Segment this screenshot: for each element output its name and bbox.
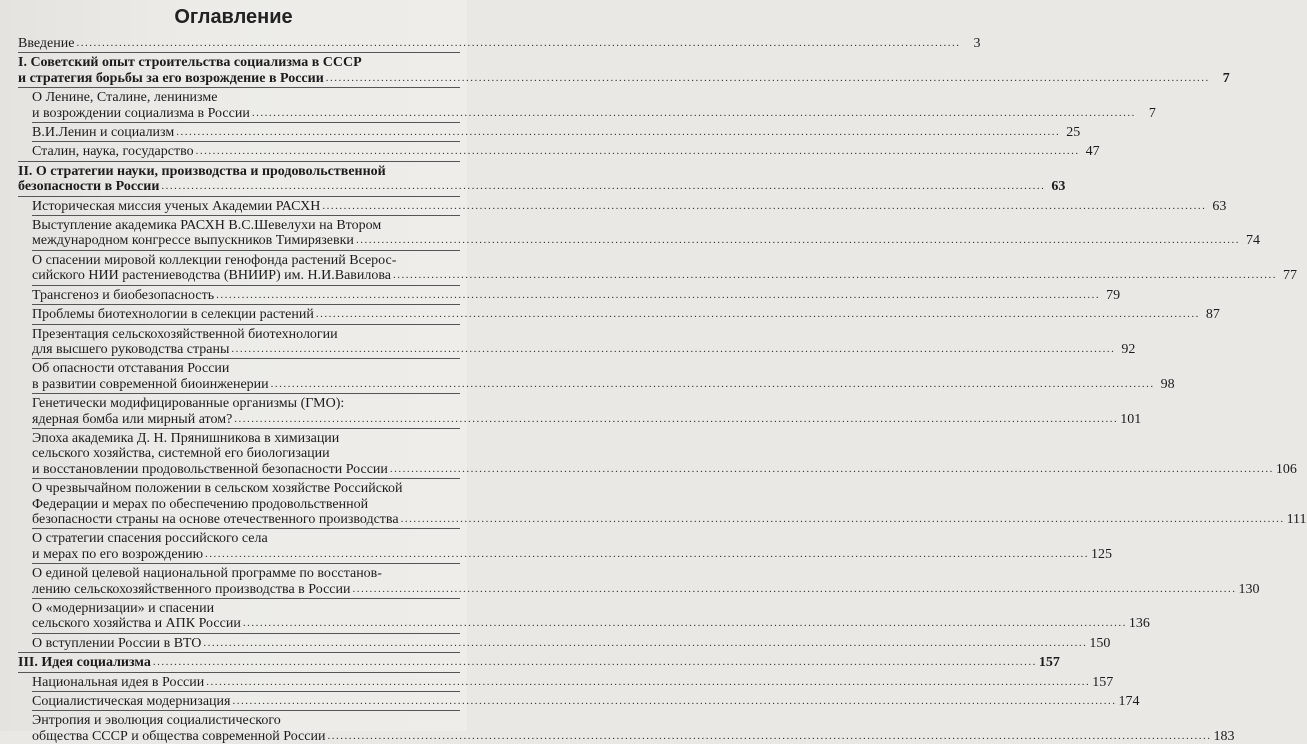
entry-divider <box>32 393 460 394</box>
toc-entry[interactable] <box>32 566 1260 597</box>
toc-entry-line <box>32 125 1081 141</box>
toc-entry[interactable] <box>32 326 1136 358</box>
toc-entry-title: Трансгеноз и биобезопасность <box>32 287 215 303</box>
toc-entry-title: Проблемы биотехнологии в селекции растений <box>32 307 314 323</box>
toc-entry-line <box>18 179 1066 195</box>
toc-entry-line <box>32 546 1113 562</box>
toc-entry[interactable] <box>32 481 1307 527</box>
toc-page-number: 174 <box>1118 694 1140 710</box>
toc-entry-title: безопасности страны на основе отечественного производства <box>32 511 399 527</box>
toc-page-number: 183 <box>1213 728 1235 744</box>
toc-entry-line <box>32 461 1297 477</box>
toc-entry-title: О спасении мировой коллекции генофонда растений Всерос- <box>32 252 397 268</box>
dot-leader <box>153 655 1037 670</box>
toc-entry-line <box>18 164 460 179</box>
toc-entry-title: II. О стратегии науки, производства и продовольственной <box>18 163 386 179</box>
toc-entry-title: Выступление академика РАСХН В.С.Шевелухи на Втором <box>32 218 382 234</box>
dot-leader <box>231 342 1115 357</box>
entry-divider <box>32 215 460 216</box>
toc-entry-line <box>32 268 1298 284</box>
toc-entry-title: сельского хозяйства, системной его биологизации <box>32 446 330 462</box>
entry-divider <box>32 304 460 305</box>
toc-entry-title: ядерная бомба или мирный атом? <box>32 411 233 427</box>
dot-leader <box>196 144 1080 159</box>
toc-page-number: 101 <box>1120 411 1142 427</box>
toc-entry-title: международном конгрессе выпускников Тимирязевки <box>32 233 354 249</box>
entry-divider <box>18 87 460 88</box>
dot-leader <box>232 694 1116 709</box>
entry-divider <box>32 428 460 429</box>
toc-entry-line <box>32 635 1111 651</box>
toc-entry-line <box>32 566 460 581</box>
toc-entry-title: и возрождении социализма в России <box>32 105 250 121</box>
dot-leader <box>205 547 1089 562</box>
toc-entry-line <box>32 497 460 512</box>
toc-entry-line <box>32 713 460 728</box>
toc-page-number: 150 <box>1089 635 1111 651</box>
toc-entry[interactable] <box>32 90 1156 121</box>
toc-page-number: 63 <box>1212 198 1227 214</box>
dot-leader <box>316 307 1200 322</box>
toc-entry-title: сельского хозяйства и АПК России <box>32 616 241 632</box>
toc-page-number: 7 <box>1222 70 1230 86</box>
toc-entry-title: В.И.Ленин и социализм <box>32 125 175 141</box>
toc-entry-title: О «модернизации» и спасении <box>32 601 215 616</box>
entry-divider <box>32 563 460 564</box>
dot-leader <box>356 233 1240 248</box>
toc-entry-title: Историческая миссия ученых Академии РАСХН <box>32 198 321 214</box>
toc-page-number: 79 <box>1106 287 1121 303</box>
toc-entry-title: III. Идея социализма <box>18 655 151 671</box>
toc-entry[interactable] <box>32 144 1100 160</box>
dot-leader <box>401 512 1285 527</box>
entry-divider <box>32 633 460 634</box>
toc-entry[interactable] <box>32 430 1297 477</box>
entry-divider <box>18 196 460 197</box>
entry-divider <box>18 52 460 53</box>
toc-entry-line <box>18 70 1230 86</box>
dot-leader <box>76 36 960 51</box>
toc-section-entry[interactable] <box>18 655 1060 671</box>
toc-entry-title: и мерах по его возрождению <box>32 546 204 562</box>
entry-divider <box>32 598 460 599</box>
toc-entry-line <box>32 531 460 546</box>
entry-divider <box>32 122 460 123</box>
entry-divider <box>32 285 460 286</box>
toc-entry-line <box>32 90 460 105</box>
toc-entry[interactable] <box>32 694 1140 710</box>
entry-divider <box>32 478 460 479</box>
toc-entry[interactable] <box>32 713 1235 744</box>
toc-entry[interactable] <box>18 36 981 51</box>
toc-page-number: 92 <box>1121 341 1136 357</box>
toc-entry-line <box>32 674 1114 690</box>
toc-page-number: 98 <box>1160 376 1175 392</box>
toc-page-number: 25 <box>1066 125 1081 141</box>
toc-page-number: 7 <box>1148 105 1156 121</box>
entry-divider <box>32 710 460 711</box>
dot-leader <box>271 377 1155 392</box>
toc-entry-title: I. Советский опыт строительства социализма в СССР <box>18 55 362 71</box>
toc-entry-title: и стратегия борьбы за его возрождение в России <box>18 70 324 86</box>
toc-entry-title: О единой целевой национальной программе по восстанов- <box>32 566 382 582</box>
toc-entry-line <box>32 287 1121 303</box>
toc-entry-title: Энтропия и эволюция социалистического <box>32 713 281 729</box>
toc-entry-line <box>18 36 981 51</box>
dot-leader <box>243 616 1127 631</box>
dot-leader <box>322 199 1206 214</box>
toc-entry-line <box>32 511 1307 527</box>
toc-entry[interactable] <box>32 635 1111 651</box>
toc-entry-line <box>32 694 1140 710</box>
toc-entry[interactable] <box>32 361 1175 392</box>
toc-entry-title: О стратегии спасения российского села <box>32 531 268 547</box>
toc-page-number: 130 <box>1238 581 1260 597</box>
toc-entry-line <box>32 341 1136 357</box>
toc-entry-title: Введение <box>18 36 75 51</box>
toc-page-number: 87 <box>1205 307 1220 323</box>
toc-entry-line <box>32 616 1150 632</box>
toc-page-number: 77 <box>1283 268 1298 284</box>
toc-entry[interactable] <box>32 198 1227 214</box>
entry-divider <box>32 528 460 529</box>
dot-leader <box>234 412 1118 427</box>
toc-entry-line <box>32 446 460 461</box>
dot-leader <box>393 268 1277 283</box>
entry-divider <box>32 324 460 325</box>
toc-entry-title: Социалистическая модернизация <box>32 694 231 710</box>
toc-entry-line <box>32 233 1260 249</box>
toc-entry-title: в развитии современной биоинженерии <box>32 376 269 392</box>
toc-entry-line <box>32 581 1260 597</box>
toc-entry-line <box>32 361 460 376</box>
dot-leader <box>352 582 1236 597</box>
dot-leader <box>390 462 1274 477</box>
entry-divider <box>32 691 460 692</box>
dot-leader <box>161 179 1045 194</box>
dot-leader <box>326 71 1210 86</box>
toc-entry-title: Эпоха академика Д. Н. Прянишникова в химизации <box>32 430 340 446</box>
toc-entry-title: Об опасности отставания России <box>32 361 230 377</box>
toc-entry-line <box>32 105 1156 121</box>
entry-divider <box>18 672 460 673</box>
toc-page-number: 111 <box>1286 511 1307 527</box>
toc-entry-line <box>32 728 1235 744</box>
toc-section-entry[interactable] <box>18 55 1230 86</box>
toc-entry-title: Презентация сельскохозяйственной биотехнологии <box>32 326 338 342</box>
toc-page-number: 74 <box>1245 233 1260 249</box>
toc-entry-line <box>32 307 1220 323</box>
toc-entry[interactable] <box>32 125 1081 141</box>
entry-divider <box>32 141 460 142</box>
toc-entry-line <box>32 218 460 233</box>
toc-entry-title: О Ленине, Сталине, ленинизме <box>32 90 218 106</box>
toc-entry[interactable] <box>32 307 1220 323</box>
toc-entry-title: безопасности в России <box>18 179 160 195</box>
toc-page-number: 125 <box>1091 546 1113 562</box>
toc-entry-line <box>32 198 1227 214</box>
toc-entry-line <box>32 481 460 496</box>
toc-entry-title: Генетически модифицированные организмы (ГМО): <box>32 396 345 412</box>
toc-entry-line <box>32 376 1175 392</box>
dot-leader <box>206 675 1090 690</box>
toc-entry[interactable] <box>32 674 1114 690</box>
toc-entry-title: Федерации и мерах по обеспечению продовольственной <box>32 496 369 512</box>
toc-entry-line <box>32 601 460 616</box>
toc-entry-line <box>18 55 460 70</box>
page-title: Оглавление <box>174 6 293 28</box>
toc-entry-title: Национальная идея в России <box>32 674 205 690</box>
toc-page-number: 157 <box>1092 674 1114 690</box>
dot-leader <box>252 106 1136 121</box>
dot-leader <box>216 288 1100 303</box>
toc-entry-line <box>32 431 460 446</box>
toc-section-entry[interactable] <box>18 163 1066 195</box>
toc-entry-title: Сталин, наука, государство <box>32 144 194 160</box>
toc-page-number: 136 <box>1128 616 1150 632</box>
toc-page-number: 106 <box>1275 461 1297 477</box>
dot-leader <box>327 729 1211 744</box>
entry-divider <box>18 652 460 653</box>
toc-entry[interactable] <box>32 601 1150 632</box>
toc-page-number: 63 <box>1051 179 1066 195</box>
toc-entry-title: и восстановлении продовольственной безопасности России <box>32 461 388 477</box>
toc-entry[interactable] <box>32 531 1113 562</box>
toc-entry-title: лению сельскохозяйственного производства в России <box>32 581 351 597</box>
toc-entry-line <box>32 411 1142 427</box>
toc-entry[interactable] <box>32 252 1298 284</box>
table-of-contents <box>18 36 1307 744</box>
toc-entry-title: для высшего руководства страны <box>32 341 230 357</box>
toc-entry-line <box>18 655 1060 671</box>
toc-entry-line <box>32 253 460 268</box>
toc-entry-line <box>32 327 460 342</box>
toc-entry[interactable] <box>32 287 1121 303</box>
toc-entry-title: сийского НИИ растениеводства (ВНИИР) им. Н.И.Вавилова <box>32 268 392 284</box>
entry-divider <box>32 250 460 251</box>
toc-page-number: 157 <box>1038 655 1060 671</box>
toc-entry-title: общества СССР и общества современной России <box>32 728 326 744</box>
toc-entry-line <box>32 396 460 411</box>
entry-divider <box>32 358 460 359</box>
dot-leader <box>203 636 1087 651</box>
toc-entry-title: О вступлении России в ВТО <box>32 635 202 651</box>
toc-entry-title: О чрезвычайном положении в сельском хозяйстве Российской <box>32 481 403 497</box>
toc-entry-line <box>32 144 1100 160</box>
toc-page-number: 47 <box>1085 144 1100 160</box>
toc-entry[interactable] <box>32 218 1260 249</box>
entry-divider <box>18 161 460 162</box>
toc-page-number: 3 <box>973 36 981 51</box>
toc-entry[interactable] <box>32 396 1142 427</box>
dot-leader <box>176 125 1060 140</box>
